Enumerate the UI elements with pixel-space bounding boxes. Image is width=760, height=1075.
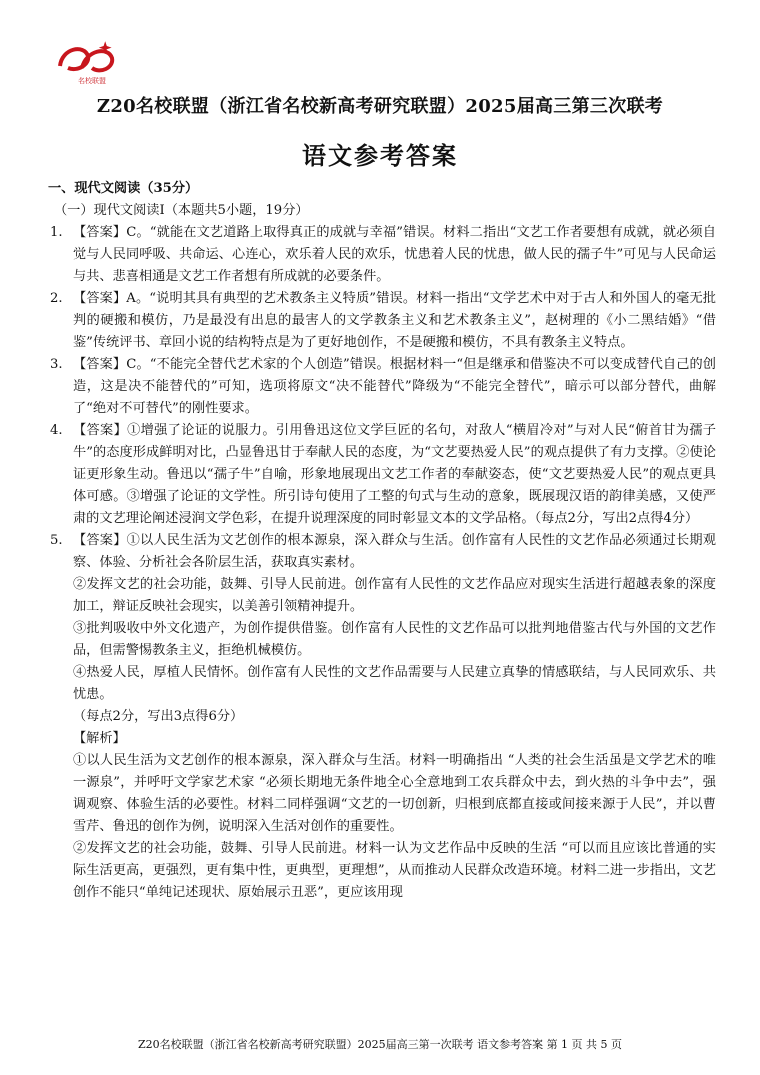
alliance-logo [52, 38, 132, 86]
section-heading: 一、现代文阅读（35分） [48, 181, 199, 196]
analysis-heading: 【解析】 [73, 731, 126, 746]
answer5-point: ④热爱人民，厚植人民情怀。创作富有人民性的文艺作品需要与人民建立真挚的情感联结，与人民同欢乐、共忧患。 [73, 665, 716, 702]
answer5-point: ③批判吸收中外文化遗产，为创作提供借鉴。创作富有人民性的文艺作品可以批判地借鉴古代与外国的文艺作品，但需警惕教条主义，拒绝机械模仿。 [73, 621, 716, 658]
svg-text:名校联盟: 名校联盟 [78, 77, 106, 85]
answer-text: 【答案】C。“不能完全替代艺术家的个人创造”错误。根据材料一“但是继承和借鉴决不可以变成替代自己的创造，这是决不能替代的”可知，选项将原文“决不能替代”降级为“不能完全替代”，暗示可以部分替代，曲解了“绝对不可替代”的刚性要求。 [73, 357, 716, 416]
page-footer: Z20名校联盟（浙江省名校新高考研究联盟）2025届高三第一次联考 语文参考答案 第 1 页 共 5 页 [137, 1038, 623, 1051]
answer-text: 【答案】①增强了论证的说服力。引用鲁迅这位文学巨匠的名句，对敌人“横眉冷对”与对人民“俯首甘为孺子牛”的态度形成鲜明对比，凸显鲁迅甘于奉献人民的态度，为“文艺要热爱人民”的观点提供了有力支撑。②使论证更形象生动。鲁迅以“孺子牛”自喻，形象地展现出文艺工作者的奉献姿态，使“文艺要热爱人民”的观点更具体可感。③增强了论证的文学性。所引诗句使用了工整的句式与生动的意象，既展现汉语的韵律美感，又使严肃的文艺理论阐述浸润文学色彩，在提升说理深度的同时彰显文本的文学品格。（每点2分，写出2点得4分） [73, 423, 716, 526]
document-title: 语文参考答案 [302, 141, 458, 170]
answer-item-3 [48, 354, 716, 420]
answer5-point: 【答案】①以人民生活为文艺创作的根本源泉，深入群众与生活。创作富有人民性的文艺作品必须通过长期观察、体验、分析社会各阶层生活，获取真实素材。 [73, 533, 716, 570]
answer-item-5 [48, 530, 716, 904]
answer-item-4 [48, 420, 716, 530]
answer5-point: ②发挥文艺的社会功能，鼓舞、引导人民前进。创作富有人民性的文艺作品应对现实生活进行超越表象的深度加工，辩证反映社会现实，以美善引领精神提升。 [73, 577, 716, 614]
exam-header-title: Z20名校联盟（浙江省名校新高考研究联盟）2025届高三第三次联考 [96, 96, 664, 117]
answer-number: 5. [50, 533, 63, 548]
answer-content [48, 178, 716, 904]
answer-item-1 [48, 222, 716, 288]
answer-item-2 [48, 288, 716, 354]
answer-number: 3. [50, 357, 63, 372]
answer-text: 【答案】A。“说明其具有典型的艺术教条主义特质”错误。材料一指出“文学艺术中对于古人和外国人的毫无批判的硬搬和模仿，乃是最没有出息的最害人的文学教条主义和艺术教条主义”，赵树理的《小二黑结婚》“借鉴”传统评书、章回小说的结构特点是为了更好地创作，不是硬搬和模仿，不具有教条主义特点。 [73, 291, 716, 350]
answer-number: 1. [50, 225, 63, 240]
subsection-heading: （一）现代文阅读Ⅰ（本题共5小题，19分） [54, 203, 309, 218]
scoring-note: （每点2分，写出3点得6分） [73, 709, 244, 724]
answer-number: 2. [50, 291, 63, 306]
analysis-point: ①以人民生活为文艺创作的根本源泉，深入群众与生活。材料一明确指出 “人类的社会生活虽是文学艺术的唯一源泉”，并呼吁文学家艺术家 “必须长期地无条件地全心全意地到工农兵群众中去，到火热的斗争中去”，强调观察、体验生活的必要性。材料二同样强调“文艺的一切创新，归根到底都直接或间接来源于人民”，并以曹雪芹、鲁迅的创作为例，说明深入生活对创作的重要性。 [73, 753, 716, 834]
analysis-point: ②发挥文艺的社会功能，鼓舞、引导人民前进。材料一认为文艺作品中反映的生活 “可以而且应该比普通的实际生活更高，更强烈，更有集中性，更典型，更理想”，从而推动人民群众改造环境。材料二进一步指出，文艺创作不能只“单纯记述现状、原始展示丑恶”，更应该用现 [73, 841, 716, 900]
answer-number: 4. [50, 423, 63, 438]
answer-text: 【答案】C。“就能在文艺道路上取得真正的成就与幸福”错误。材料二指出“文艺工作者要想有成就，就必须自觉与人民同呼吸、共命运、心连心，欢乐着人民的欢乐，忧患着人民的忧患，做人民的孺子牛”可见与人民命运与共、悲喜相通是文艺工作者想有所成就的必要条件。 [73, 225, 716, 284]
